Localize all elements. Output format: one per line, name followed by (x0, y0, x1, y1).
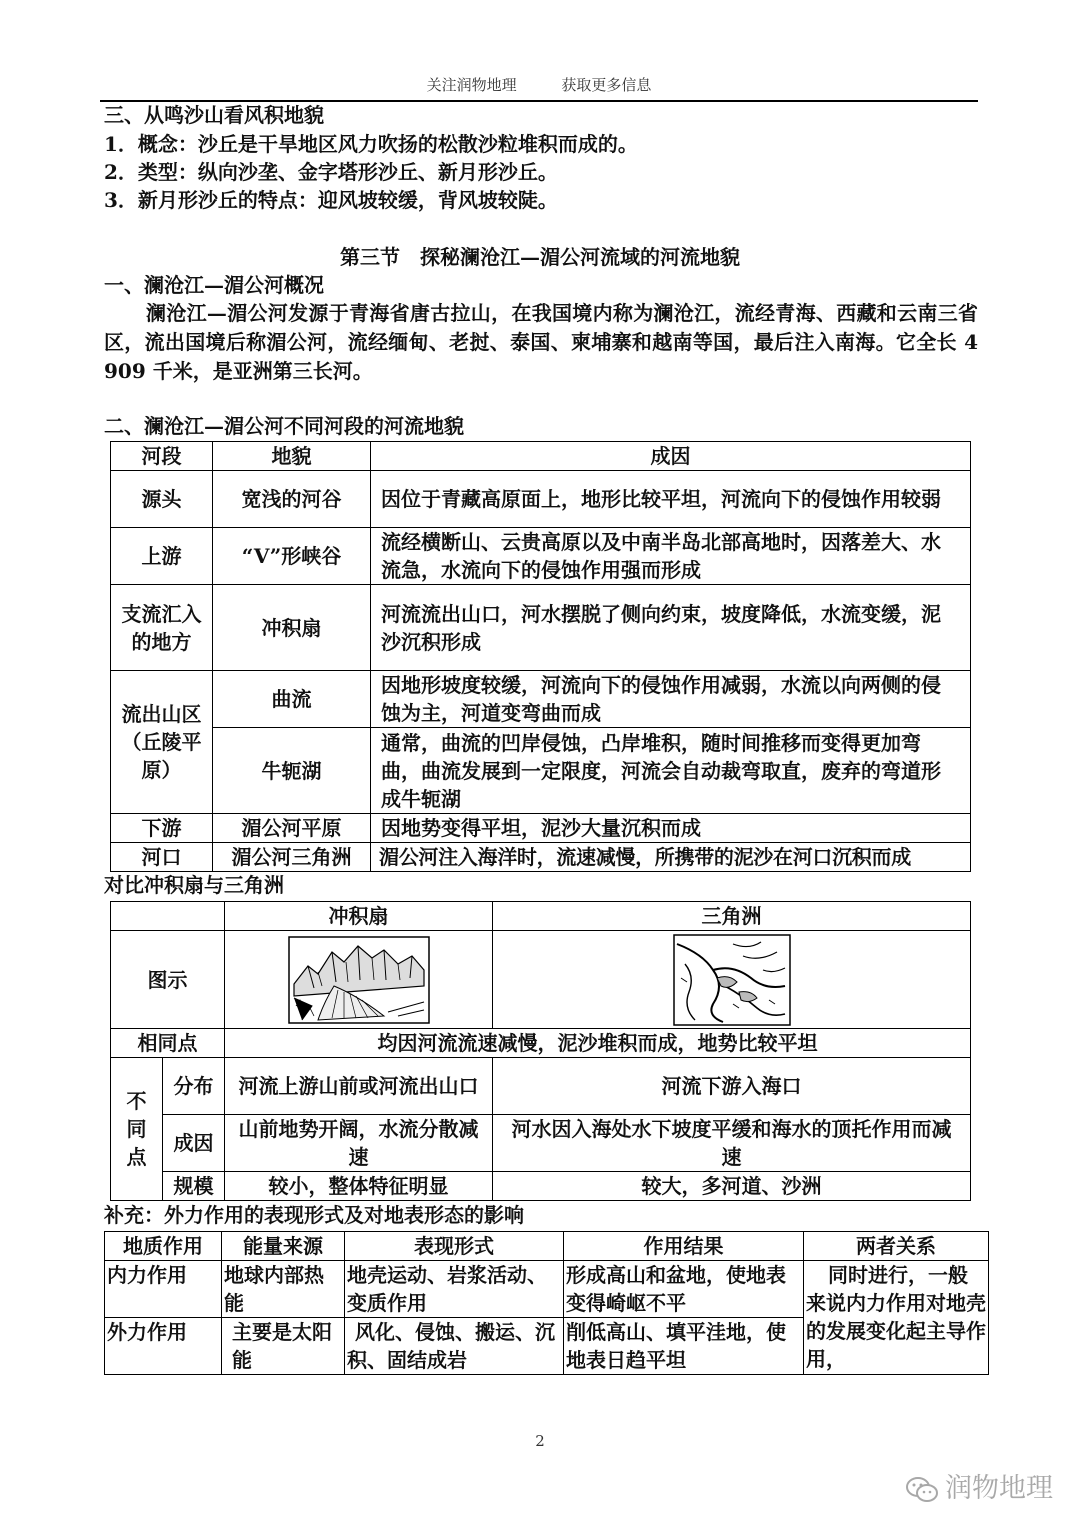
table1-cell: 下游 (111, 814, 213, 843)
table1-cell: 通常，曲流的凹岸侵蚀，凸岸堆积，随时间推移而变得更加弯曲，曲流发展到一定限度，河流会自动裁弯取直，废弃的弯道形成牛轭湖 (371, 728, 971, 814)
compare-cell: 规模 (163, 1172, 225, 1201)
compare-header-fan: 冲积扇 (225, 902, 493, 931)
forces-cell: 主要是太阳能 (222, 1318, 345, 1375)
table1-cell: 冲积扇 (213, 585, 371, 671)
diff-label-text: 不同点 (126, 1089, 147, 1169)
table-row (111, 814, 971, 843)
delta-figure (493, 931, 971, 1029)
section3-item-3: 3．新月形沙丘的特点：迎风坡较缓，背风坡较陡。 (104, 188, 558, 212)
same-text: 均因河流流速减慢，泥沙堆积而成，地势比较平坦 (225, 1029, 971, 1058)
table1-cell: 支流汇入的地方 (111, 585, 213, 671)
section3-item-2: 2．类型：纵向沙垄、金字塔形沙丘、新月形沙丘。 (104, 160, 558, 184)
part1-title: 一、澜沧江—湄公河概况 (104, 273, 324, 297)
forces-cell: 削低高山、填平洼地，使地表日趋平坦 (564, 1318, 804, 1375)
header-right: 获取更多信息 (561, 76, 652, 94)
supplement-title: 补充：外力作用的表现形式及对地表形态的影响 (104, 1203, 524, 1227)
compare-header-delta: 三角洲 (493, 902, 971, 931)
table1-cell: 河口 (111, 843, 213, 872)
table1-cell: 因地势变得平坦，泥沙大量沉积而成 (371, 814, 971, 843)
table1-cell: 宽浅的河谷 (213, 471, 371, 528)
forces-header: 作用结果 (564, 1232, 804, 1261)
table1-cell: 曲流 (213, 671, 371, 728)
watermark (905, 1466, 1053, 1505)
compare-cell: 较小，整体特征明显 (225, 1172, 493, 1201)
table-row (111, 471, 971, 528)
section3-item-1: 1．概念：沙丘是干旱地区风力吹扬的松散沙粒堆积而成的。 (104, 132, 638, 156)
landform-table (110, 441, 971, 872)
table1-cell: 湄公河平原 (213, 814, 371, 843)
part1-body: 澜沧江—湄公河发源于青海省唐古拉山，在我国境内称为澜沧江，流经青海、西藏和云南三省区，流出国境后称湄公河，流经缅甸、老挝、泰国、柬埔寨和越南等国，最后注入南海。它全长 4 909 千米，是亚洲第三长河。 (104, 301, 978, 383)
forces-cell: 地球内部热能 (222, 1261, 345, 1318)
forces-cell: 地壳运动、岩浆活动、变质作用 (345, 1261, 564, 1318)
table-row (111, 843, 971, 872)
table1-cell: 牛轭湖 (213, 728, 371, 814)
table1-cell: 湄公河三角洲 (213, 843, 371, 872)
table1-cell: 流经横断山、云贵高原以及中南半岛北部高地时，因落差大、水流急，水流向下的侵蚀作用强而形成 (371, 528, 971, 585)
diff-label (111, 1058, 163, 1201)
table-row (111, 585, 971, 671)
forces-header: 能量来源 (222, 1232, 345, 1261)
table-row (111, 671, 971, 728)
wechat-icon (905, 1476, 939, 1504)
table-row (111, 728, 971, 814)
forces-table (104, 1231, 989, 1375)
table1-cell: 因位于青藏高原面上，地形比较平坦，河流向下的侵蚀作用较弱 (371, 471, 971, 528)
delta-icon (673, 934, 791, 1026)
forces-cell: 形成高山和盆地，使地表变得崎岖不平 (564, 1261, 804, 1318)
alluvial-fan-figure (225, 931, 493, 1029)
compare-corner (111, 902, 225, 931)
part2-title: 二、澜沧江—湄公河不同河段的河流地貌 (104, 414, 464, 438)
watermark-text: 润物地理 (945, 1473, 1053, 1504)
table1-cell: “V”形峡谷 (213, 528, 371, 585)
table-row (105, 1261, 989, 1318)
chapter-title: 第三节 探秘澜沧江—湄公河流域的河流地貌 (340, 245, 740, 269)
table-row (111, 1058, 971, 1115)
table1-header-landform: 地貌 (213, 442, 371, 471)
compare-cell: 河流下游入海口 (493, 1058, 971, 1115)
page-header (100, 74, 978, 102)
table1-cell: 流出山区（丘陵平原） (111, 671, 213, 814)
forces-header: 地质作用 (105, 1232, 222, 1261)
compare-cell: 分布 (163, 1058, 225, 1115)
compare-cell: 河流上游山前或河流出山口 (225, 1058, 493, 1115)
compare-cell: 山前地势开阔，水流分散减速 (225, 1115, 493, 1172)
header-left: 关注润物地理 (426, 76, 517, 94)
same-label: 相同点 (111, 1029, 225, 1058)
table1-header-cause: 成因 (371, 442, 971, 471)
alluvial-fan-icon (288, 936, 430, 1024)
section3-title: 三、从鸣沙山看风积地貌 (104, 103, 324, 127)
forces-cell: 外力作用 (105, 1318, 222, 1375)
table1-cell: 上游 (111, 528, 213, 585)
forces-relation: 同时进行，一般来说内力作用对地壳的发展变化起主导作用， (804, 1261, 989, 1375)
figure-label: 图示 (111, 931, 225, 1029)
compare-table (110, 901, 971, 1201)
forces-header: 两者关系 (804, 1232, 989, 1261)
forces-header: 表现形式 (345, 1232, 564, 1261)
compare-cell: 河水因入海处水下坡度平缓和海水的顶托作用而减速 (493, 1115, 971, 1172)
compare-cell: 成因 (163, 1115, 225, 1172)
table1-cell: 源头 (111, 471, 213, 528)
compare-title: 对比冲积扇与三角洲 (104, 873, 284, 897)
page-number: 2 (535, 1432, 545, 1450)
table1-cell: 因地形坡度较缓，河流向下的侵蚀作用减弱，水流以向两侧的侵蚀为主，河道变弯曲而成 (371, 671, 971, 728)
table1-cell: 湄公河注入海洋时，流速减慢，所携带的泥沙在河口沉积而成 (371, 843, 971, 872)
table-row (111, 528, 971, 585)
table1-cell: 河流流出山口，河水摆脱了侧向约束，坡度降低，水流变缓，泥沙沉积形成 (371, 585, 971, 671)
compare-cell: 较大，多河道、沙洲 (493, 1172, 971, 1201)
table1-header-section: 河段 (111, 442, 213, 471)
forces-cell: 风化、侵蚀、搬运、沉积、固结成岩 (345, 1318, 564, 1375)
table-row (111, 1115, 971, 1172)
table-row (111, 1172, 971, 1201)
forces-cell: 内力作用 (105, 1261, 222, 1318)
